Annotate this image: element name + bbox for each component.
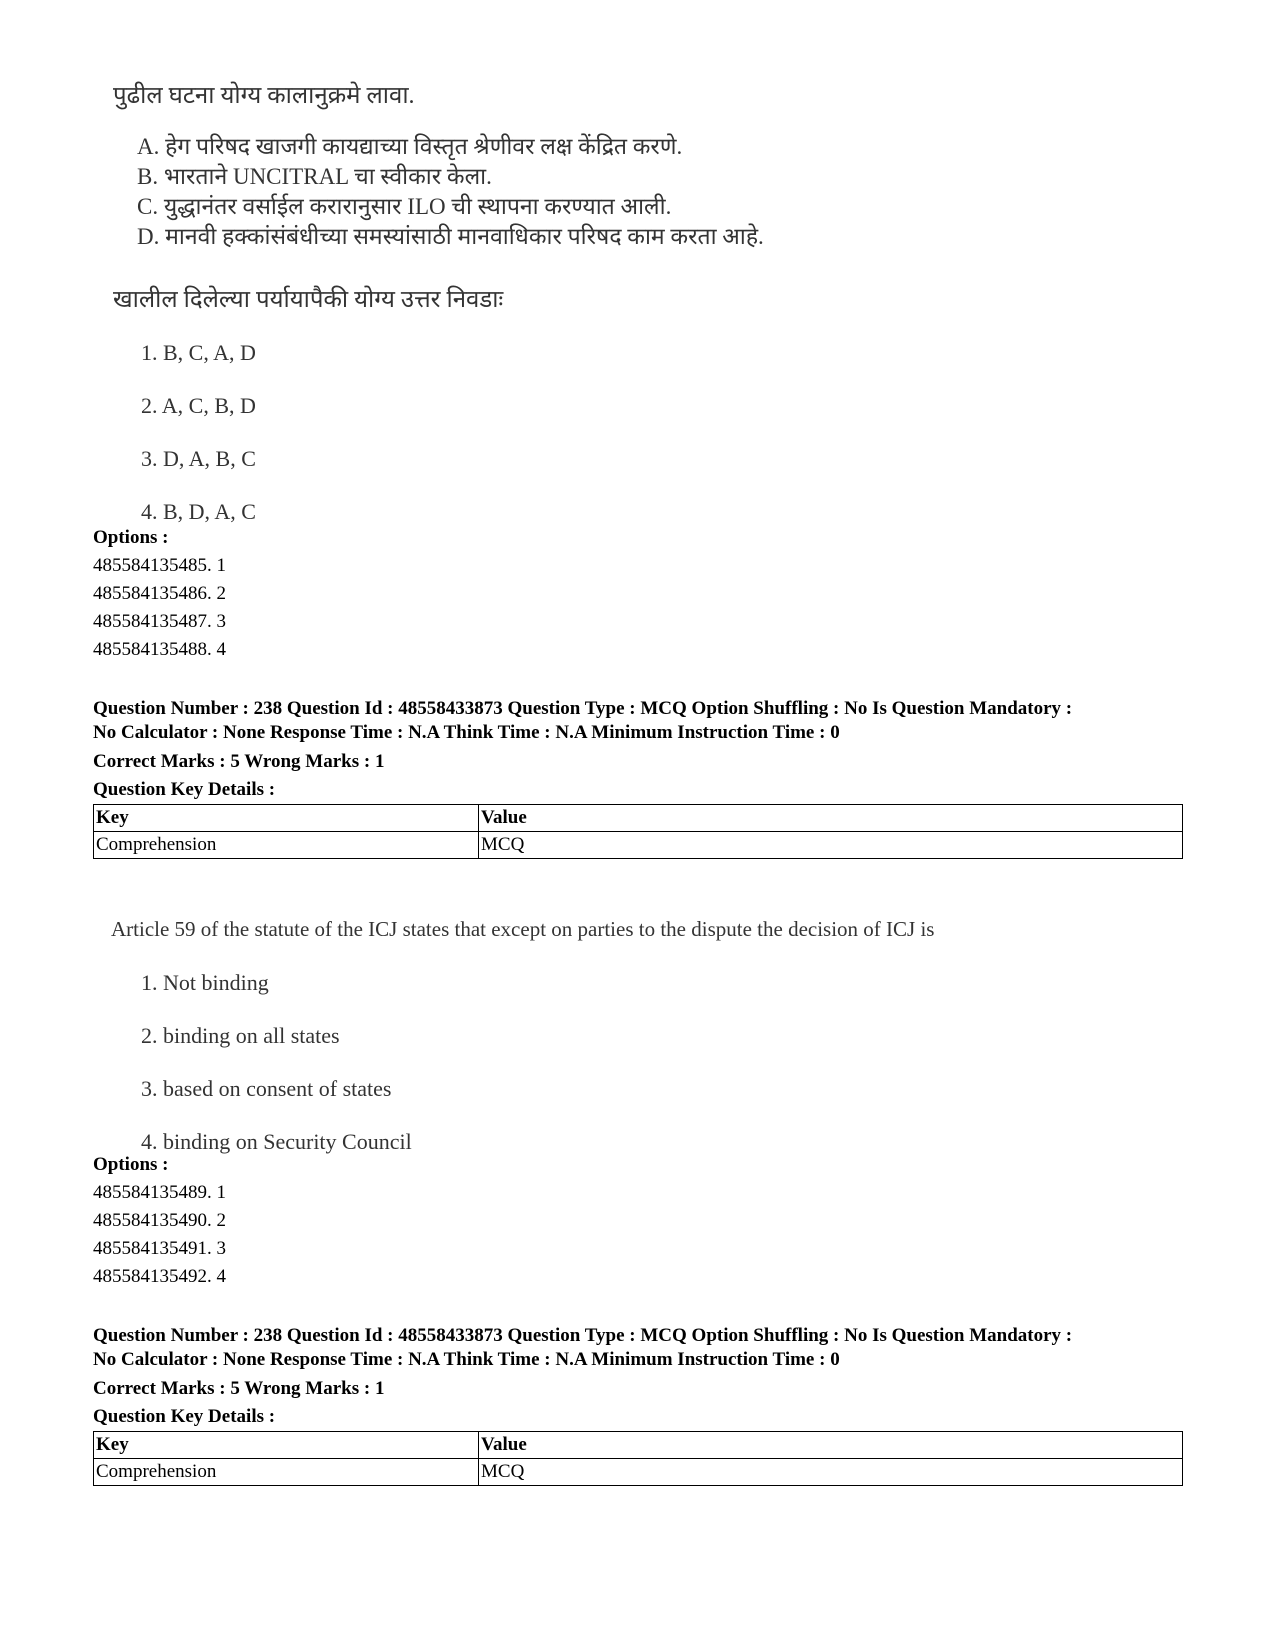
question-meta-details xyxy=(93,1324,1183,1372)
option-id: 485584135487. 3 xyxy=(93,611,226,632)
table-header-key: Key xyxy=(94,1432,479,1459)
question-2-stem: Article 59 of the statute of the ICJ states that except on parties to the dispute the decision of ICJ is xyxy=(111,917,935,941)
question-2-options xyxy=(93,1151,1183,1291)
table-header-value: Value xyxy=(479,1432,1183,1459)
question-meta-2 xyxy=(93,1324,1183,1486)
key-details-label: Question Key Details : xyxy=(93,1406,276,1427)
option-id: 485584135491. 3 xyxy=(93,1238,226,1259)
marks-line: Correct Marks : 5 Wrong Marks : 1 xyxy=(93,1378,385,1399)
answer-choice: 1. B, C, A, D xyxy=(141,340,256,365)
table-cell-value: MCQ xyxy=(479,832,1183,859)
statement-a: A. हेग परिषद खाजगी कायद्याच्या विस्तृत श्रेणीवर लक्ष केंद्रित करणे. xyxy=(137,134,683,159)
question-1-options xyxy=(93,524,1183,664)
question-1-statements xyxy=(137,132,764,252)
answer-choice: 1. Not binding xyxy=(141,970,269,995)
options-label: Options : xyxy=(93,1154,169,1175)
answer-choice: 3. D, A, B, C xyxy=(141,446,256,471)
key-details-table xyxy=(93,804,1183,859)
option-id: 485584135489. 1 xyxy=(93,1182,226,1203)
option-id: 485584135490. 2 xyxy=(93,1210,226,1231)
option-id: 485584135485. 1 xyxy=(93,555,226,576)
options-label: Options : xyxy=(93,527,169,548)
meta-line-1: Question Number : 238 Question Id : 48558433873 Question Type : MCQ Option Shuffling : No Is Question Mandatory : xyxy=(93,698,1073,719)
table-cell-key: Comprehension xyxy=(94,832,479,859)
marks-line: Correct Marks : 5 Wrong Marks : 1 xyxy=(93,751,385,772)
key-details-label: Question Key Details : xyxy=(93,779,276,800)
answer-choice: 4. binding on Security Council xyxy=(141,1129,412,1154)
meta-line-2: No Calculator : None Response Time : N.A Think Time : N.A Minimum Instruction Time : 0 xyxy=(93,722,840,743)
option-id: 485584135486. 2 xyxy=(93,583,226,604)
option-id: 485584135488. 4 xyxy=(93,639,226,660)
table-header-row xyxy=(94,1432,1183,1459)
table-cell-value: MCQ xyxy=(479,1459,1183,1486)
option-id: 485584135492. 4 xyxy=(93,1266,226,1287)
meta-line-1: Question Number : 238 Question Id : 48558433873 Question Type : MCQ Option Shuffling : No Is Question Mandatory : xyxy=(93,1325,1073,1346)
table-row xyxy=(94,1459,1183,1486)
meta-line-2: No Calculator : None Response Time : N.A Think Time : N.A Minimum Instruction Time : 0 xyxy=(93,1349,840,1370)
question-1-stem: पुढील घटना योग्य कालानुक्रमे लावा. xyxy=(113,83,415,109)
table-header-key: Key xyxy=(94,805,479,832)
statement-c: C. युद्धानंतर वर्साईल करारानुसार ILO ची स्थापना करण्यात आली. xyxy=(137,194,672,219)
statement-d: D. मानवी हक्कांसंबंधीच्या समस्यांसाठी मानवाधिकार परिषद काम करता आहे. xyxy=(137,224,764,249)
answer-choice: 3. based on consent of states xyxy=(141,1076,392,1101)
answer-choice: 2. A, C, B, D xyxy=(141,393,256,418)
table-header-value: Value xyxy=(479,805,1183,832)
table-header-row xyxy=(94,805,1183,832)
statement-b: B. भारताने UNCITRAL चा स्वीकार केला. xyxy=(137,164,492,189)
table-cell-key: Comprehension xyxy=(94,1459,479,1486)
key-details-table xyxy=(93,1431,1183,1486)
table-row xyxy=(94,832,1183,859)
answer-choice: 4. B, D, A, C xyxy=(141,499,256,524)
question-meta-details xyxy=(93,697,1183,745)
question-meta-1 xyxy=(93,697,1183,859)
answer-choice: 2. binding on all states xyxy=(141,1023,340,1048)
question-1-instruction: खालील दिलेल्या पर्यायापैकी योग्य उत्तर निवडाः xyxy=(113,287,504,313)
